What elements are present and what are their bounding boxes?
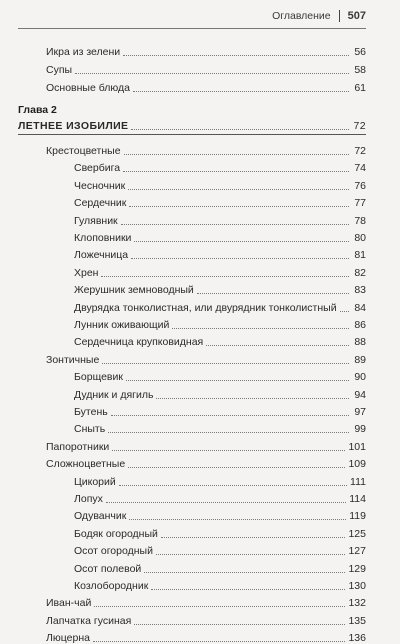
entry-page: 88 bbox=[354, 336, 366, 349]
entry-title: Лапчатка гусиная bbox=[46, 614, 132, 627]
entry-title: Лопух bbox=[74, 493, 103, 505]
chapter-label: Глава 2 bbox=[18, 104, 57, 116]
toc-entry[interactable] bbox=[46, 350, 366, 366]
toc-entry[interactable] bbox=[74, 402, 366, 418]
leader-dots bbox=[102, 362, 349, 364]
entry-page: 81 bbox=[354, 249, 366, 262]
toc-entry[interactable] bbox=[74, 176, 366, 192]
entry-title: Борщевик bbox=[74, 371, 123, 384]
toc-entry[interactable]: Икра из зелени 56 bbox=[46, 46, 366, 58]
leader-dots bbox=[128, 188, 349, 190]
entry-page: 130 bbox=[348, 580, 366, 592]
entry-title: Клоповники bbox=[74, 232, 132, 244]
entry-page: 78 bbox=[354, 214, 366, 227]
entry-page: 119 bbox=[349, 510, 366, 523]
entry-title: Иван-чай bbox=[46, 597, 92, 610]
entry-page: 99 bbox=[354, 423, 366, 436]
chapter-rule bbox=[18, 134, 366, 135]
entry-page: 90 bbox=[354, 371, 366, 384]
toc-entry[interactable] bbox=[74, 559, 366, 575]
entry-title: Зонтичные bbox=[46, 353, 100, 366]
entry-page: 109 bbox=[348, 458, 366, 471]
toc-entry[interactable] bbox=[46, 141, 366, 157]
toc-entry[interactable] bbox=[74, 228, 366, 244]
header-rule bbox=[18, 28, 366, 29]
entry-title: Двурядка тонколистная, или двурядник тонколистный bbox=[74, 301, 337, 314]
entry-title: Жерушник земноводный bbox=[74, 284, 194, 297]
toc-entry[interactable] bbox=[74, 489, 366, 505]
entry-title: Чесночник bbox=[74, 179, 126, 192]
leader-dots bbox=[111, 414, 349, 416]
toc-entry[interactable]: Основные блюда 61 bbox=[46, 82, 366, 94]
leader-dots bbox=[156, 553, 346, 555]
toc-entry[interactable] bbox=[74, 280, 366, 296]
entry-title: Свербига bbox=[74, 162, 121, 175]
entry-page: 125 bbox=[348, 527, 366, 540]
leader-dots bbox=[123, 170, 349, 172]
entry-page: 89 bbox=[354, 353, 366, 366]
toc-entry[interactable] bbox=[74, 367, 366, 383]
toc-entry[interactable] bbox=[74, 541, 366, 557]
chapter-page: 72 bbox=[353, 120, 366, 132]
leader-dots bbox=[93, 640, 345, 642]
entry-page: 136 bbox=[348, 632, 366, 644]
toc-entry[interactable] bbox=[46, 628, 366, 644]
entry-page: 77 bbox=[354, 197, 366, 210]
page-number: 507 bbox=[347, 10, 366, 22]
leader-dots bbox=[108, 431, 349, 433]
leader-dots bbox=[121, 223, 349, 225]
entry-title: Цикорий bbox=[74, 475, 116, 488]
leader-dots bbox=[340, 310, 349, 312]
entry-title: Одуванчик bbox=[74, 510, 127, 523]
entry-title: Сложноцветные bbox=[46, 458, 126, 471]
entry-page: 132 bbox=[348, 597, 366, 610]
toc-entry[interactable] bbox=[74, 576, 366, 592]
leader-dots bbox=[133, 90, 349, 92]
entry-page: 82 bbox=[354, 266, 366, 279]
entry-page: 83 bbox=[354, 284, 366, 297]
entry-page: 101 bbox=[348, 440, 366, 453]
leader-dots bbox=[128, 466, 345, 468]
entry-title: Бутень bbox=[74, 406, 108, 418]
entry-title: Гулявник bbox=[74, 214, 118, 227]
entry-title: Сердечница крупковидная bbox=[74, 336, 204, 349]
running-header bbox=[272, 8, 366, 24]
toc-entry[interactable] bbox=[46, 454, 366, 470]
toc-entry[interactable] bbox=[74, 298, 366, 314]
entry-title: Папоротники bbox=[46, 440, 110, 453]
leader-dots bbox=[131, 257, 349, 259]
entry-page: 86 bbox=[354, 319, 366, 331]
leader-dots bbox=[75, 72, 349, 74]
leader-dots bbox=[151, 588, 345, 590]
leader-dots bbox=[123, 54, 349, 56]
header-separator bbox=[339, 10, 340, 22]
entry-page: 84 bbox=[354, 301, 366, 314]
entry-title: Люцерна bbox=[46, 632, 90, 644]
section-title: Оглавление bbox=[272, 10, 331, 22]
entry-title: Ложечница bbox=[74, 249, 129, 262]
leader-dots bbox=[101, 275, 349, 277]
entry-page: 97 bbox=[354, 406, 366, 418]
entry-title: Крестоцветные bbox=[46, 145, 121, 157]
entry-page: 111 bbox=[350, 475, 366, 488]
entry-page: 76 bbox=[354, 179, 366, 192]
toc-entry[interactable] bbox=[74, 385, 366, 401]
leader-dots bbox=[119, 484, 347, 486]
leader-dots bbox=[94, 605, 345, 607]
leader-dots bbox=[206, 344, 349, 346]
toc-entry[interactable] bbox=[74, 332, 366, 348]
entry-title: Хрен bbox=[74, 266, 99, 279]
entry-page: 72 bbox=[354, 145, 366, 157]
toc-entry[interactable] bbox=[74, 193, 366, 209]
toc-entry[interactable] bbox=[74, 315, 366, 331]
leader-dots bbox=[161, 536, 346, 538]
entry-page: 80 bbox=[354, 232, 366, 244]
leader-dots bbox=[134, 623, 345, 625]
entry-page: 114 bbox=[349, 493, 366, 505]
leader-dots bbox=[131, 128, 349, 130]
leader-dots bbox=[126, 379, 349, 381]
toc-entry[interactable] bbox=[46, 437, 366, 453]
entry-title: Осот полевой bbox=[74, 562, 142, 575]
entry-title: Козлобородник bbox=[74, 580, 149, 592]
entry-page: 127 bbox=[348, 545, 366, 558]
leader-dots bbox=[197, 292, 349, 294]
chapter-title: ЛЕТНЕЕ ИЗОБИЛИЕ bbox=[18, 120, 129, 132]
toc-entry[interactable] bbox=[74, 472, 366, 488]
entry-page: 135 bbox=[348, 614, 366, 627]
entry-title: Сныть bbox=[74, 423, 106, 436]
toc-entry[interactable] bbox=[74, 158, 366, 174]
leader-dots bbox=[156, 397, 349, 399]
leader-dots bbox=[129, 205, 349, 207]
toc-entry[interactable] bbox=[74, 263, 366, 279]
leader-dots bbox=[112, 449, 345, 451]
entry-title: Бодяк огородный bbox=[74, 527, 158, 540]
toc-entry[interactable] bbox=[74, 211, 366, 227]
entry-title: Лунник оживающий bbox=[74, 319, 170, 331]
leader-dots bbox=[144, 571, 345, 573]
entry-page: 74 bbox=[354, 162, 366, 175]
entry-title: Осот огородный bbox=[74, 545, 153, 558]
toc-entry[interactable] bbox=[74, 245, 366, 261]
leader-dots bbox=[134, 240, 349, 242]
toc-entry[interactable] bbox=[46, 611, 366, 627]
toc-entry[interactable] bbox=[46, 593, 366, 609]
toc-entry[interactable]: Супы 58 bbox=[46, 64, 366, 76]
chapter-title-entry[interactable] bbox=[18, 116, 366, 132]
leader-dots bbox=[124, 153, 349, 155]
entry-page: 129 bbox=[348, 562, 366, 575]
toc-entry[interactable] bbox=[74, 524, 366, 540]
toc-entry[interactable] bbox=[74, 506, 366, 522]
entry-page: 94 bbox=[354, 388, 366, 401]
leader-dots bbox=[172, 327, 349, 329]
entry-title: Дудник и дягиль bbox=[74, 388, 154, 401]
leader-dots bbox=[129, 518, 346, 520]
leader-dots bbox=[106, 501, 346, 503]
toc-entry[interactable] bbox=[74, 419, 366, 435]
entry-title: Сердечник bbox=[74, 197, 127, 210]
